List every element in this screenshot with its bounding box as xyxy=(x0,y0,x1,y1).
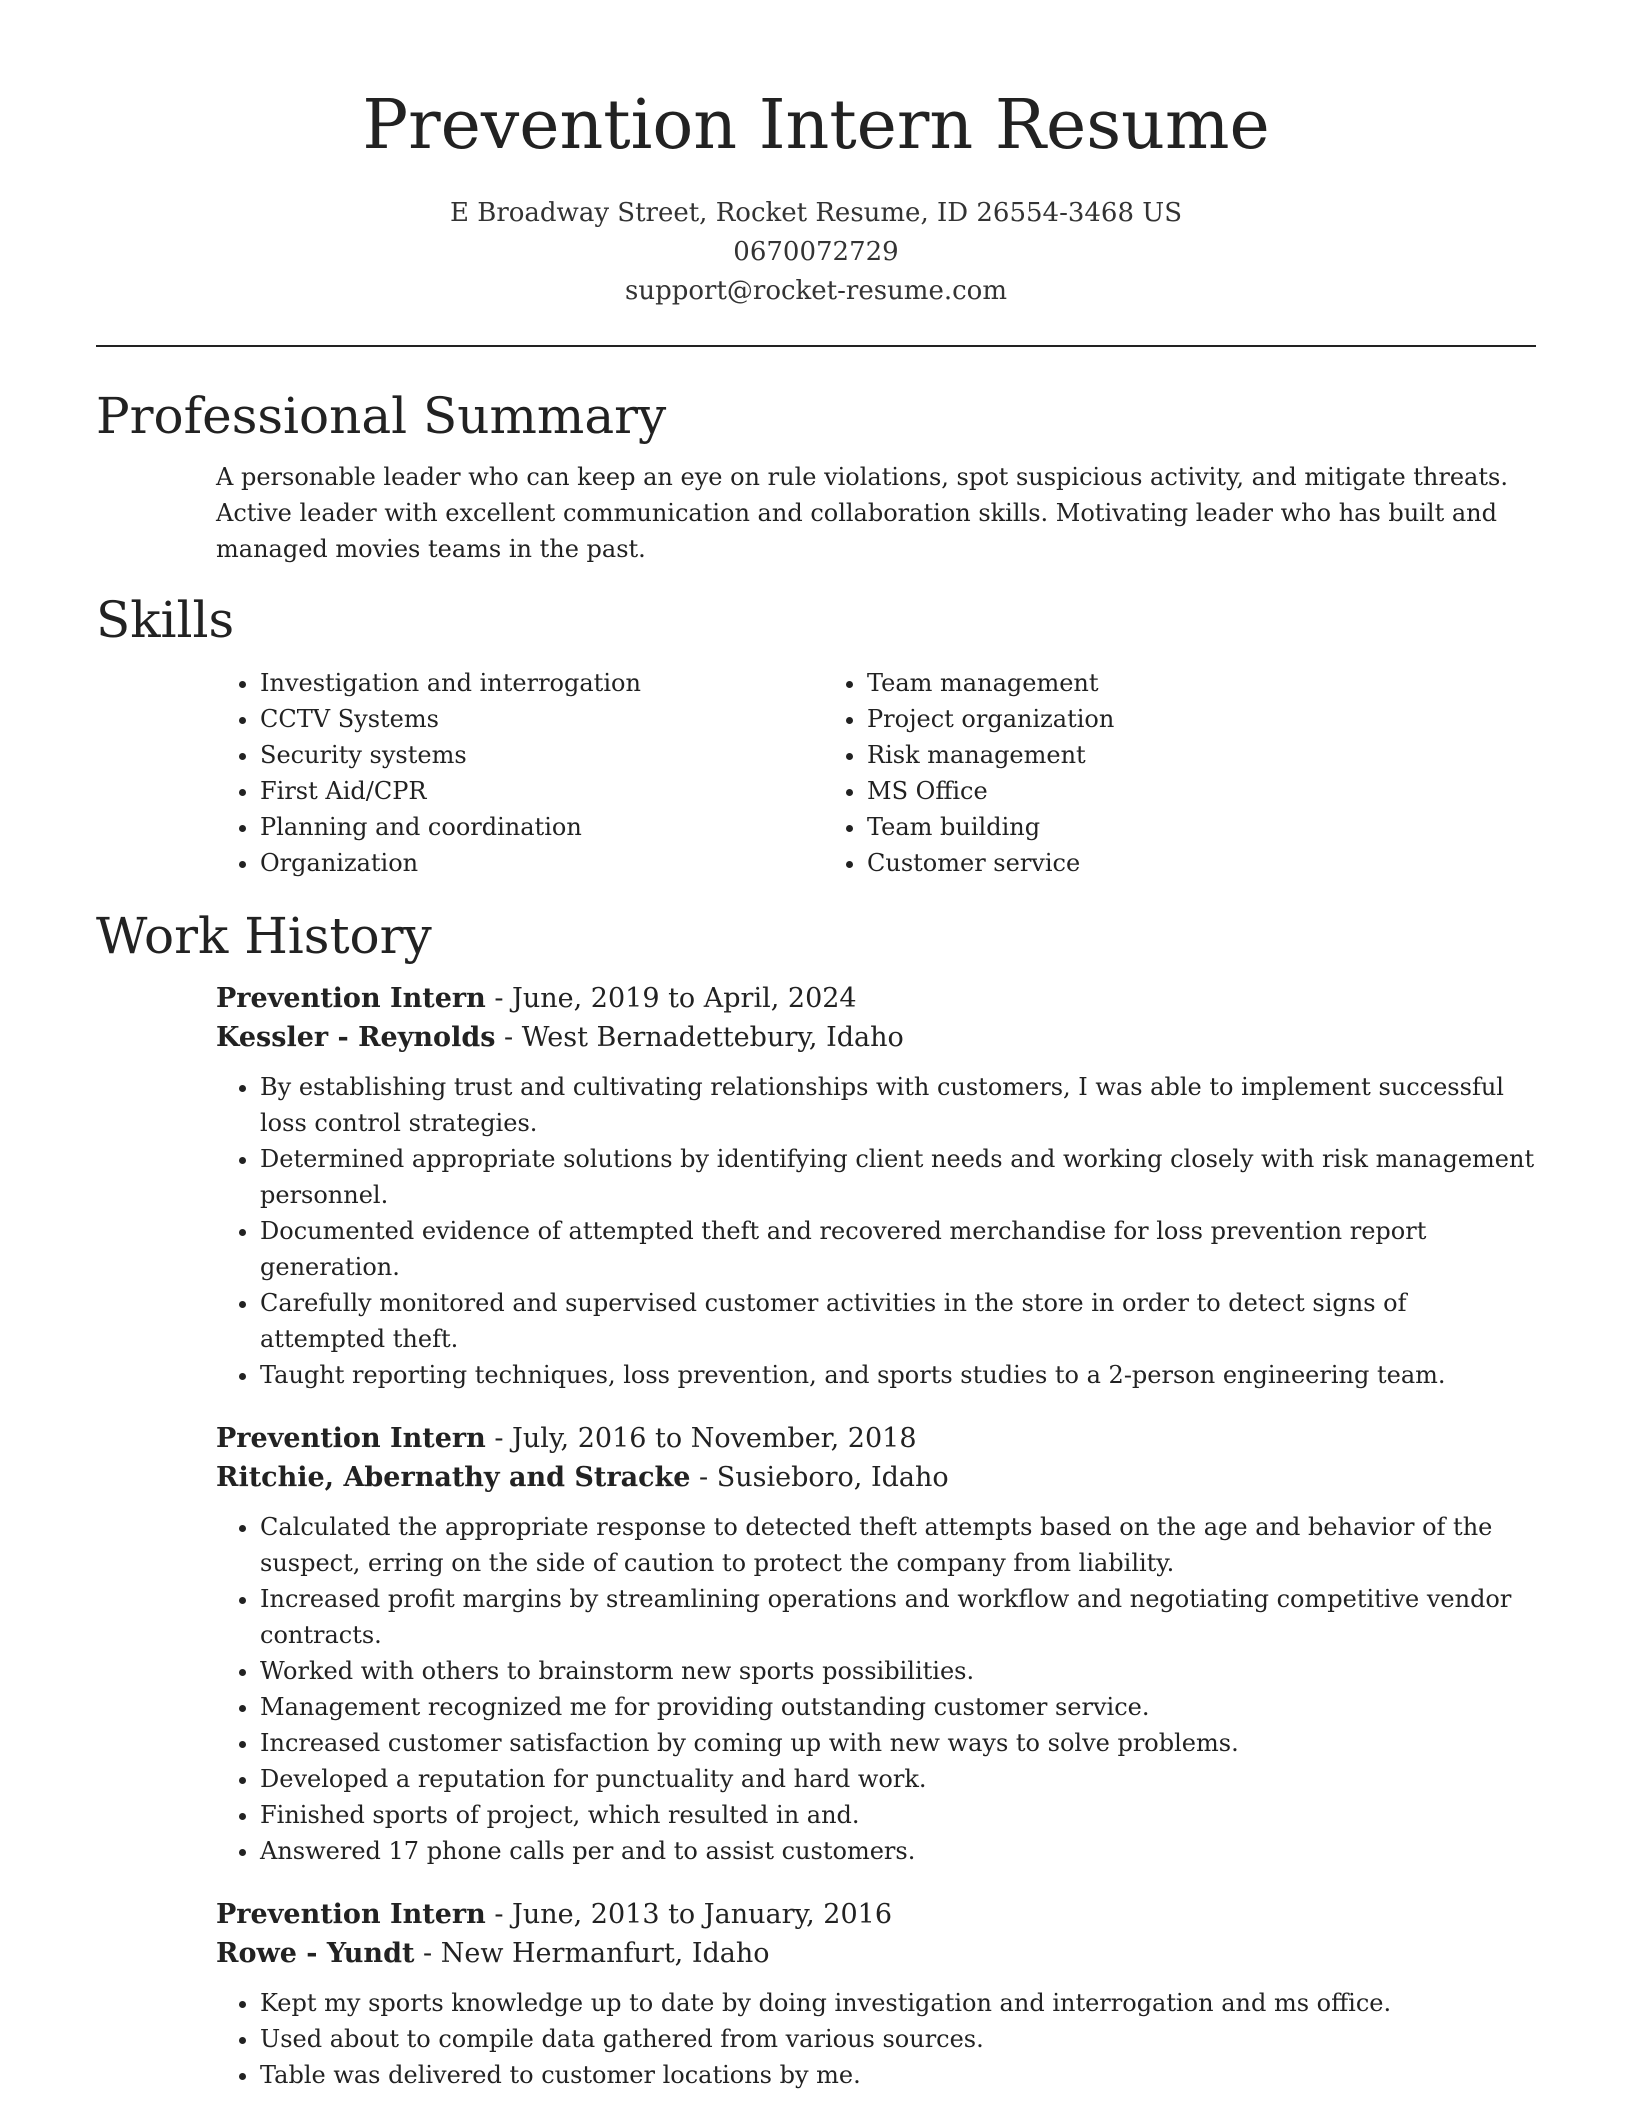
job-bullet: • Determined appropriate solutions by identifying client needs and working closely with risk management personnel. xyxy=(260,1141,1536,1213)
job-entry xyxy=(216,1419,1536,1869)
skill-item: • Security systems xyxy=(260,737,823,773)
skill-item: • Organization xyxy=(260,845,823,881)
skill-item: • Risk management xyxy=(867,737,1430,773)
job-dates: - June, 2019 to April, 2024 xyxy=(485,983,857,1014)
job-role: Prevention Intern xyxy=(216,1899,486,1930)
skills-columns xyxy=(216,665,1536,881)
contact-email: support@rocket-resume.com xyxy=(624,276,1007,306)
contact-phone: 0670072729 xyxy=(733,237,899,267)
skill-item: • Team management xyxy=(867,665,1430,701)
job-dates: - June, 2013 to January, 2016 xyxy=(485,1899,893,1930)
job-entry xyxy=(216,1895,1536,2093)
job-bullet: • Developed a reputation for punctuality and hard work. xyxy=(260,1761,1536,1797)
job-bullet: • Used about to compile data gathered from various sources. xyxy=(260,2021,1536,2057)
job-location: - West Bernadettebury, Idaho xyxy=(495,1022,904,1053)
header-divider xyxy=(96,345,1536,347)
job-bullet: • Table was delivered to customer locations by me. xyxy=(260,2057,1536,2093)
skill-item: • Planning and coordination xyxy=(260,809,823,845)
job-bullet: • Worked with others to brainstorm new sports possibilities. xyxy=(260,1653,1536,1689)
job-bullet: • Management recognized me for providing outstanding customer service. xyxy=(260,1689,1536,1725)
job-title-line xyxy=(216,1895,1536,1934)
summary-text: A personable leader who can keep an eye on rule violations, spot suspicious activity, and mitigate threats. Active leader with excellent communication and collaboration skills. Motivating leader who has built and managed movies teams in the past. xyxy=(216,463,1508,563)
skill-item: • Investigation and interrogation xyxy=(260,665,823,701)
skill-item: • Team building xyxy=(867,809,1430,845)
job-title-line xyxy=(216,1419,1536,1458)
skills-left-column xyxy=(216,665,823,881)
skill-item: • First Aid/CPR xyxy=(260,773,823,809)
job-bullets xyxy=(216,1509,1536,1869)
job-company: Ritchie, Abernathy and Stracke xyxy=(216,1462,691,1493)
skills-section xyxy=(96,589,1536,881)
job-dates: - July, 2016 to November, 2018 xyxy=(485,1423,917,1454)
job-company: Kessler - Reynolds xyxy=(216,1022,496,1053)
job-company-line xyxy=(216,1934,1536,1973)
job-bullet: • Documented evidence of attempted theft and recovered merchandise for loss prevention report generation. xyxy=(260,1213,1536,1285)
contact-address: E Broadway Street, Rocket Resume, ID 26554-3468 US xyxy=(449,198,1183,228)
job-bullet: • Finished sports of project, which resulted in and. xyxy=(260,1797,1536,1833)
job-company-line xyxy=(216,1018,1536,1057)
skill-item: • Project organization xyxy=(867,701,1430,737)
job-bullet: • Carefully monitored and supervised customer activities in the store in order to detect signs of attempted theft. xyxy=(260,1285,1536,1357)
professional-summary-section xyxy=(96,385,1536,567)
job-bullets xyxy=(216,1069,1536,1393)
job-entry xyxy=(216,979,1536,1393)
job-role: Prevention Intern xyxy=(216,983,486,1014)
job-bullet: • Taught reporting techniques, loss prevention, and sports studies to a 2-person engineering team. xyxy=(260,1357,1536,1393)
resume-title: Prevention Intern Resume xyxy=(362,86,1270,165)
job-location: - Susieboro, Idaho xyxy=(690,1462,949,1493)
job-title-line xyxy=(216,979,1536,1018)
job-bullet: • Answered 17 phone calls per and to assist customers. xyxy=(260,1833,1536,1869)
summary-heading: Professional Summary xyxy=(96,387,667,445)
job-bullet: • Calculated the appropriate response to detected theft attempts based on the age and behavior of the suspect, erring on the side of caution to protect the company from liability. xyxy=(260,1509,1536,1581)
job-location: - New Hermanfurt, Idaho xyxy=(414,1938,770,1969)
skill-item: • MS Office xyxy=(867,773,1430,809)
job-bullet: • Increased customer satisfaction by coming up with new ways to solve problems. xyxy=(260,1725,1536,1761)
work-history-section xyxy=(96,905,1536,2093)
contact-block xyxy=(0,194,1632,311)
skill-item: • CCTV Systems xyxy=(260,701,823,737)
job-bullet: • Kept my sports knowledge up to date by doing investigation and interrogation and ms office. xyxy=(260,1985,1536,2021)
resume-header xyxy=(0,0,1632,311)
job-bullet: • By establishing trust and cultivating relationships with customers, I was able to implement successful loss control strategies. xyxy=(260,1069,1536,1141)
job-company: Rowe - Yundt xyxy=(216,1938,415,1969)
skills-right-column xyxy=(823,665,1430,881)
skills-heading: Skills xyxy=(96,591,235,649)
job-role: Prevention Intern xyxy=(216,1423,486,1454)
skill-item: • Customer service xyxy=(867,845,1430,881)
job-bullet: • Increased profit margins by streamlining operations and workflow and negotiating competitive vendor contracts. xyxy=(260,1581,1536,1653)
job-company-line xyxy=(216,1458,1536,1497)
job-bullets xyxy=(216,1985,1536,2093)
work-history-heading: Work History xyxy=(96,907,432,965)
